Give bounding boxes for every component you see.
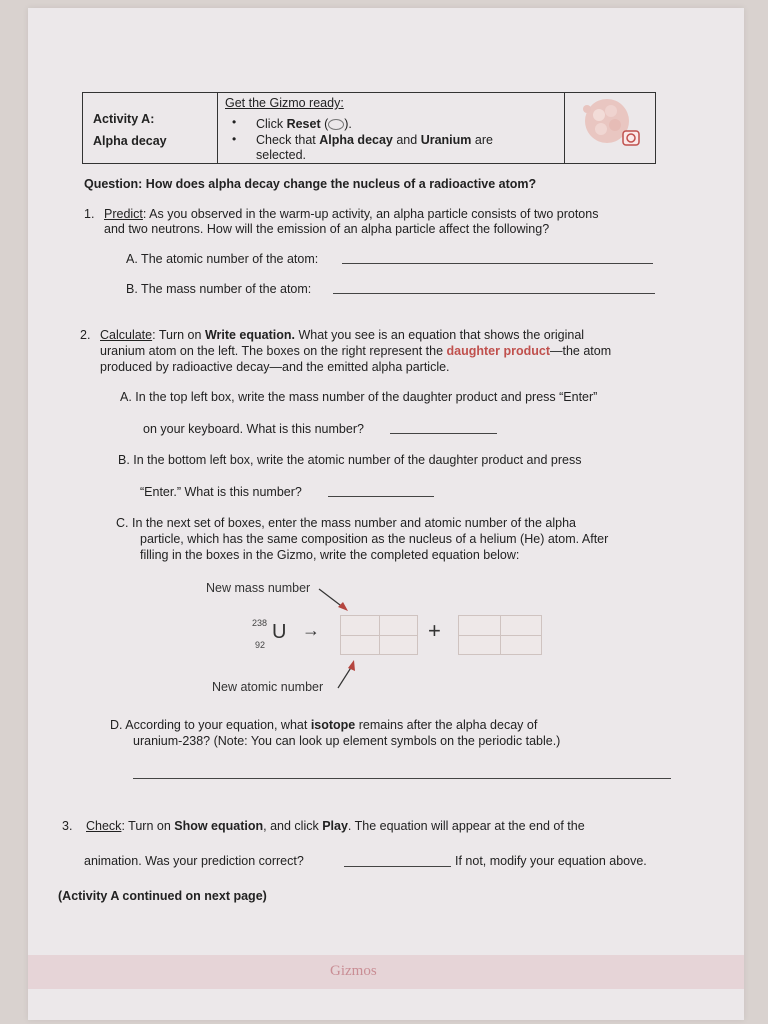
q3-answer-line[interactable] [344,866,451,867]
q2-a-answer-line[interactable] [390,433,497,434]
bullet-icon: • [232,132,237,146]
nucleus-thumbnail-icon [565,93,655,163]
new-atomic-number-label: New atomic number [212,680,324,694]
reset-icon [328,119,344,130]
q2-line2 [100,343,611,359]
footer-band [28,955,744,989]
gizmos-logo-text: Gizmos [330,963,377,979]
q2-title: Calculate [100,328,153,342]
bullet-icon: • [232,115,237,129]
q2-a-line2: on your keyboard. What is this number? [143,422,364,436]
q2-a-line1: A. In the top left box, write the mass number of the daughter product and press “Enter” [120,390,598,404]
reaction-arrow-icon: → [302,620,320,640]
gizmo-thumbnail-cell [565,93,655,163]
step-reset-bold: Reset [286,117,321,131]
q2-d-line1-b: remains after the alpha decay of [355,718,538,732]
q1-b-label: B. The mass number of the atom: [126,282,312,296]
activity-label: Activity A: [93,112,155,126]
step-check-mid: and [392,133,421,147]
q2-line1-bold: Write equation. [204,328,295,342]
alpha-particle-boxes[interactable] [458,615,542,655]
gizmos-logo [330,963,377,980]
q2-line1 [100,327,584,343]
q2-d-line2: uranium-238? (Note: You can look up element symbols on the periodic table.) [133,734,561,748]
plus-sign: + [428,618,441,643]
daughter-product-boxes[interactable] [340,615,418,655]
gizmo-ready-cell [218,93,565,163]
q1-a-label: A. The atomic number of the atom: [126,252,319,266]
q1-b-answer-line[interactable] [333,293,655,294]
step-reset [256,116,352,132]
step-check-suffix: are [471,133,493,147]
uranium-symbol: U [272,621,287,643]
q2-b-answer-line[interactable] [328,496,434,497]
q2-c-line2: particle, which has the same composition as the nucleus of a helium (He) atom. After [140,532,609,546]
step-reset-prefix: Click [256,117,287,131]
q3-play: Play [322,819,348,833]
q3-show-equation: Show equation [174,819,264,833]
q1-line2: and two neutrons. How will the emission of an alpha particle affect the following? [104,222,550,236]
q3-title: Check [86,819,122,833]
continued-note: (Activity A continued on next page) [58,889,267,903]
mass-pointer-arrow-icon [316,586,356,616]
q2-line1-a: : Turn on [152,328,205,342]
q3-number: 3. [62,819,73,833]
step-check-prefix: Check that [256,133,320,147]
ready-title: Get the Gizmo ready: [225,96,344,110]
mass-238: 238 [252,618,268,628]
question-heading: Question: How does alpha decay change the nucleus of a radioactive atom? [84,177,537,191]
q2-line2-b: —the atom [549,344,612,358]
activity-label-cell [83,93,218,163]
q3-line1 [86,818,585,834]
q1-line1 [104,206,598,222]
q3-line2-b: If not, modify your equation above. [455,854,647,868]
step-check-bold2: Uranium [420,133,472,147]
atomic-92: 92 [255,640,266,650]
step-reset-suffix: ). [344,117,352,131]
step-check-line2: selected. [256,148,307,162]
step-reset-open-paren: ( [320,117,329,131]
q1-number: 1. [84,207,95,221]
q3-line1-a: : Turn on [121,819,175,833]
atomic-pointer-arrow-icon [332,656,362,692]
q2-b-line1: B. In the bottom left box, write the atomic number of the daughter product and press [118,453,582,467]
q2-line1-b: What you see is an equation that shows the original [295,328,585,342]
q2-number: 2. [80,328,91,342]
q1-title: Predict [104,207,143,221]
q2-b-line2: “Enter.” What is this number? [140,485,302,499]
q3-line1-b: , and click [263,819,323,833]
q2-c-line1: C. In the next set of boxes, enter the mass number and atomic number of the alpha [116,516,576,530]
q3-line2-a: animation. Was your prediction correct? [84,854,304,868]
activity-name: Alpha decay [93,134,167,148]
step-check-bold1: Alpha decay [319,133,393,147]
q2-d-line1-a: D. According to your equation, what [110,718,311,732]
q3-line1-c: . The equation will appear at the end of the [347,819,585,833]
new-mass-number-label: New mass number [206,581,311,595]
step-check [256,132,493,148]
q1-line1-text: : As you observed in the warm-up activity, an alpha particle consists of two protons [142,207,599,221]
q2-c-line3: filling in the boxes in the Gizmo, write the completed equation below: [140,548,520,562]
q2-line3: produced by radioactive decay—and the emitted alpha particle. [100,360,450,374]
q2-d-line1 [110,717,537,733]
q2-daughter-product: daughter product [446,344,550,358]
q2-d-answer-line[interactable] [133,778,671,779]
activity-header-table [82,92,656,164]
q1-a-answer-line[interactable] [342,263,653,264]
q2-line2-a: uranium atom on the left. The boxes on the right represent the [100,344,447,358]
q2-d-isotope: isotope [310,718,356,732]
